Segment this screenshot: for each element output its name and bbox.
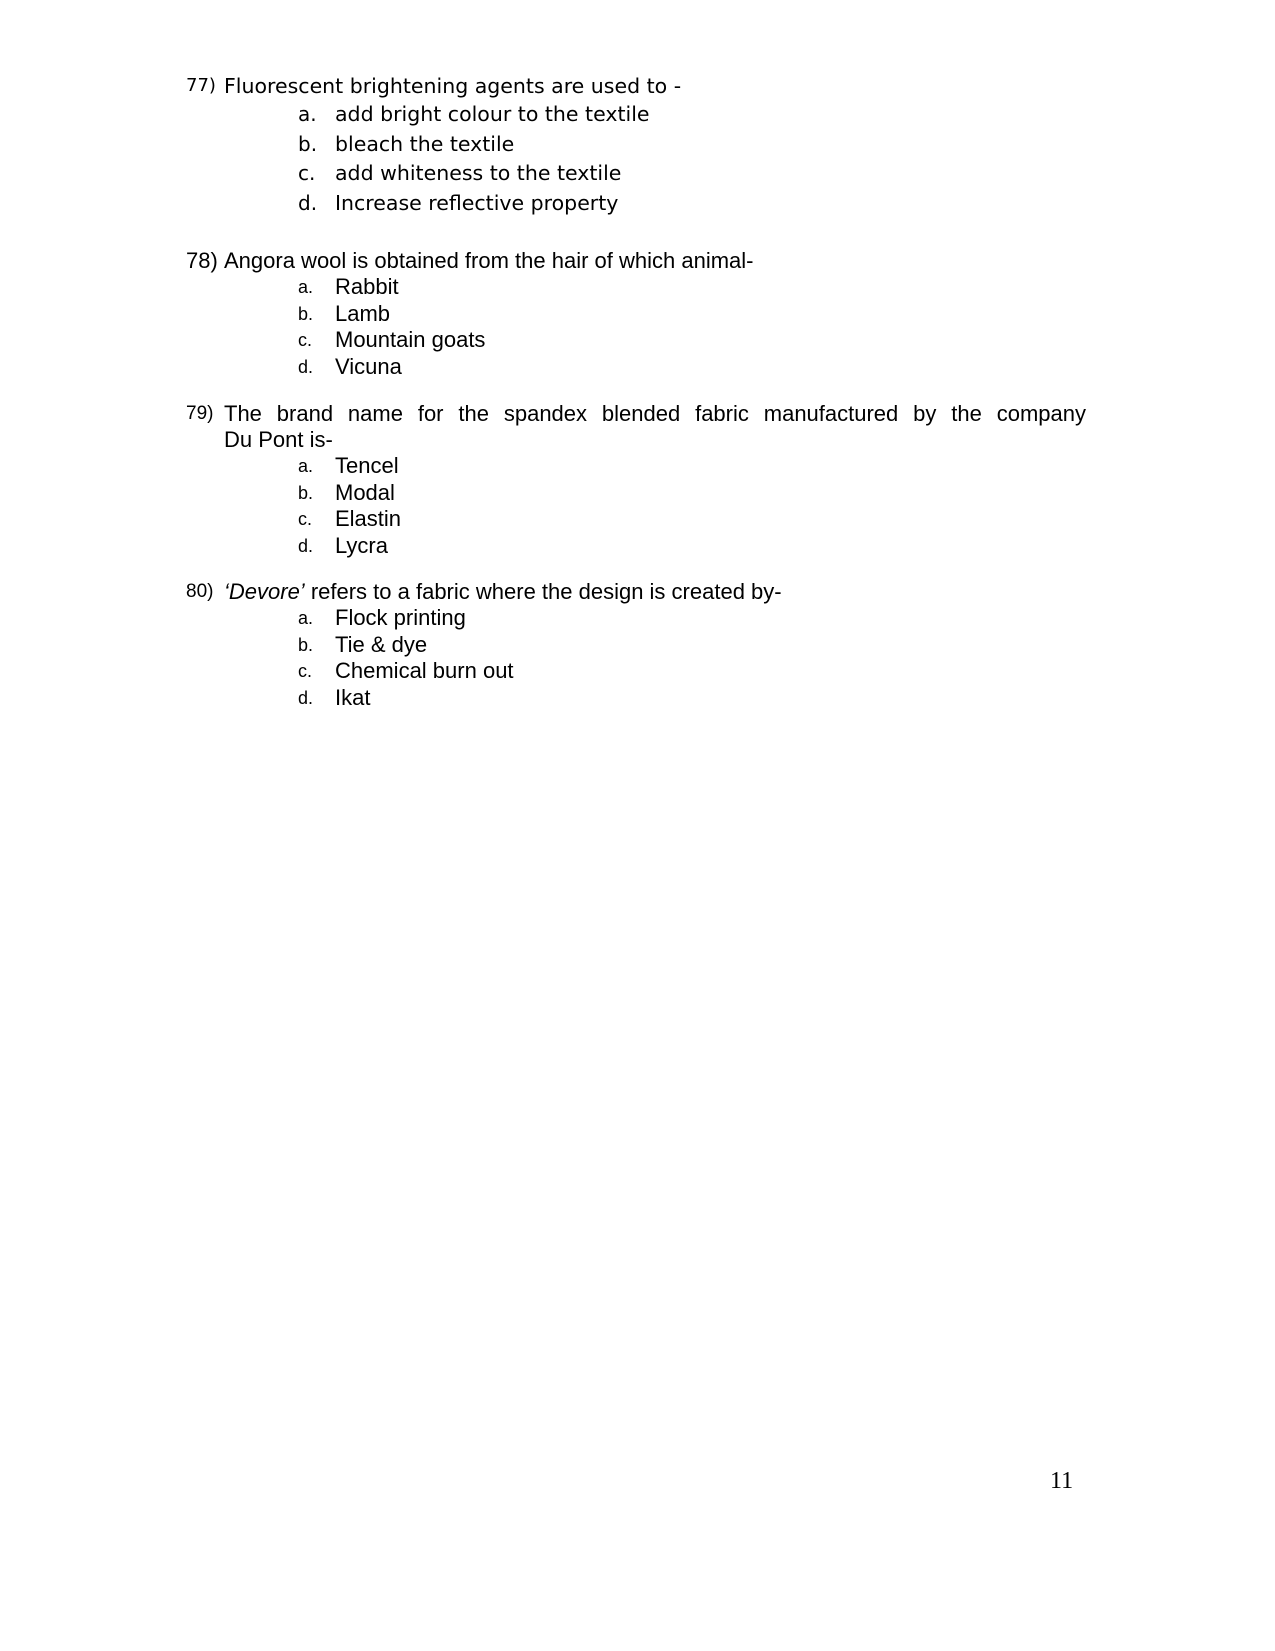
question-text: Angora wool is obtained from the hair of which animal- [224, 248, 754, 273]
option-letter: a. [298, 277, 314, 297]
option-text: Increase reflective property [335, 190, 619, 215]
option-text: Vicuna [335, 353, 402, 379]
option-b [186, 301, 1086, 328]
option-a [186, 100, 1086, 130]
question-text-rest: refers to a fabric where the design is created by- [304, 579, 782, 604]
question-text [224, 579, 782, 604]
option-letter: c. [298, 161, 316, 185]
option-text: Tie & dye [335, 631, 428, 657]
question-77 [186, 72, 1086, 218]
option-letter: c. [298, 661, 313, 681]
option-text: Ikat [335, 684, 371, 710]
option-c [186, 159, 1086, 189]
option-d [186, 533, 1086, 560]
option-letter: a. [298, 608, 314, 628]
question-stem [186, 579, 1086, 605]
option-d [186, 685, 1086, 712]
question-number: 80) [186, 581, 214, 602]
page-number: 11 [1050, 1468, 1074, 1494]
option-c [186, 506, 1086, 533]
option-letter: c. [298, 330, 313, 350]
option-a [186, 274, 1086, 301]
option-d [186, 354, 1086, 381]
option-letter: d. [298, 190, 318, 215]
option-letter: d. [298, 356, 314, 377]
question-text-line2: Du Pont is- [224, 427, 333, 452]
option-text: Lycra [335, 532, 388, 558]
question-stem [186, 248, 1086, 274]
option-d [186, 189, 1086, 219]
option-letter: b. [298, 303, 314, 324]
option-text: Chemical burn out [335, 658, 514, 683]
question-78 [186, 248, 1086, 380]
option-text: Rabbit [335, 274, 399, 299]
question-text: Fluorescent brightening agents are used to - [224, 74, 682, 98]
option-b [186, 480, 1086, 507]
option-text: add whiteness to the textile [335, 161, 622, 185]
option-a [186, 453, 1086, 480]
option-text: Elastin [335, 506, 402, 531]
option-list [186, 274, 1086, 380]
option-letter: c. [298, 509, 313, 529]
question-stem [186, 401, 1086, 453]
option-list [186, 100, 1086, 218]
question-stem [186, 72, 1086, 100]
question-79 [186, 401, 1086, 559]
option-c [186, 327, 1086, 354]
question-number: 77) [186, 75, 216, 96]
option-text: Lamb [335, 300, 391, 326]
italic-term: ‘Devore’ [224, 579, 305, 604]
question-80 [186, 579, 1086, 711]
option-text: bleach the textile [335, 131, 515, 156]
option-letter: b. [298, 634, 314, 655]
option-a [186, 605, 1086, 632]
option-text: Mountain goats [335, 327, 486, 352]
option-list [186, 453, 1086, 559]
option-list [186, 605, 1086, 711]
option-letter: b. [298, 131, 318, 156]
option-letter: a. [298, 102, 317, 126]
option-text: add bright colour to the textile [335, 102, 650, 126]
option-text: Modal [335, 479, 395, 505]
question-number: 79) [186, 403, 214, 424]
option-letter: d. [298, 535, 314, 556]
option-text: Tencel [335, 453, 399, 478]
option-b [186, 130, 1086, 160]
option-c [186, 658, 1086, 685]
option-b [186, 632, 1086, 659]
option-letter: b. [298, 482, 314, 503]
option-letter: d. [298, 687, 314, 708]
question-number: 78) [186, 248, 218, 273]
question-text-line1: The brand name for the spandex blended fabric manufactured by the company [224, 401, 1086, 426]
option-letter: a. [298, 456, 314, 476]
option-text: Flock printing [335, 605, 466, 630]
